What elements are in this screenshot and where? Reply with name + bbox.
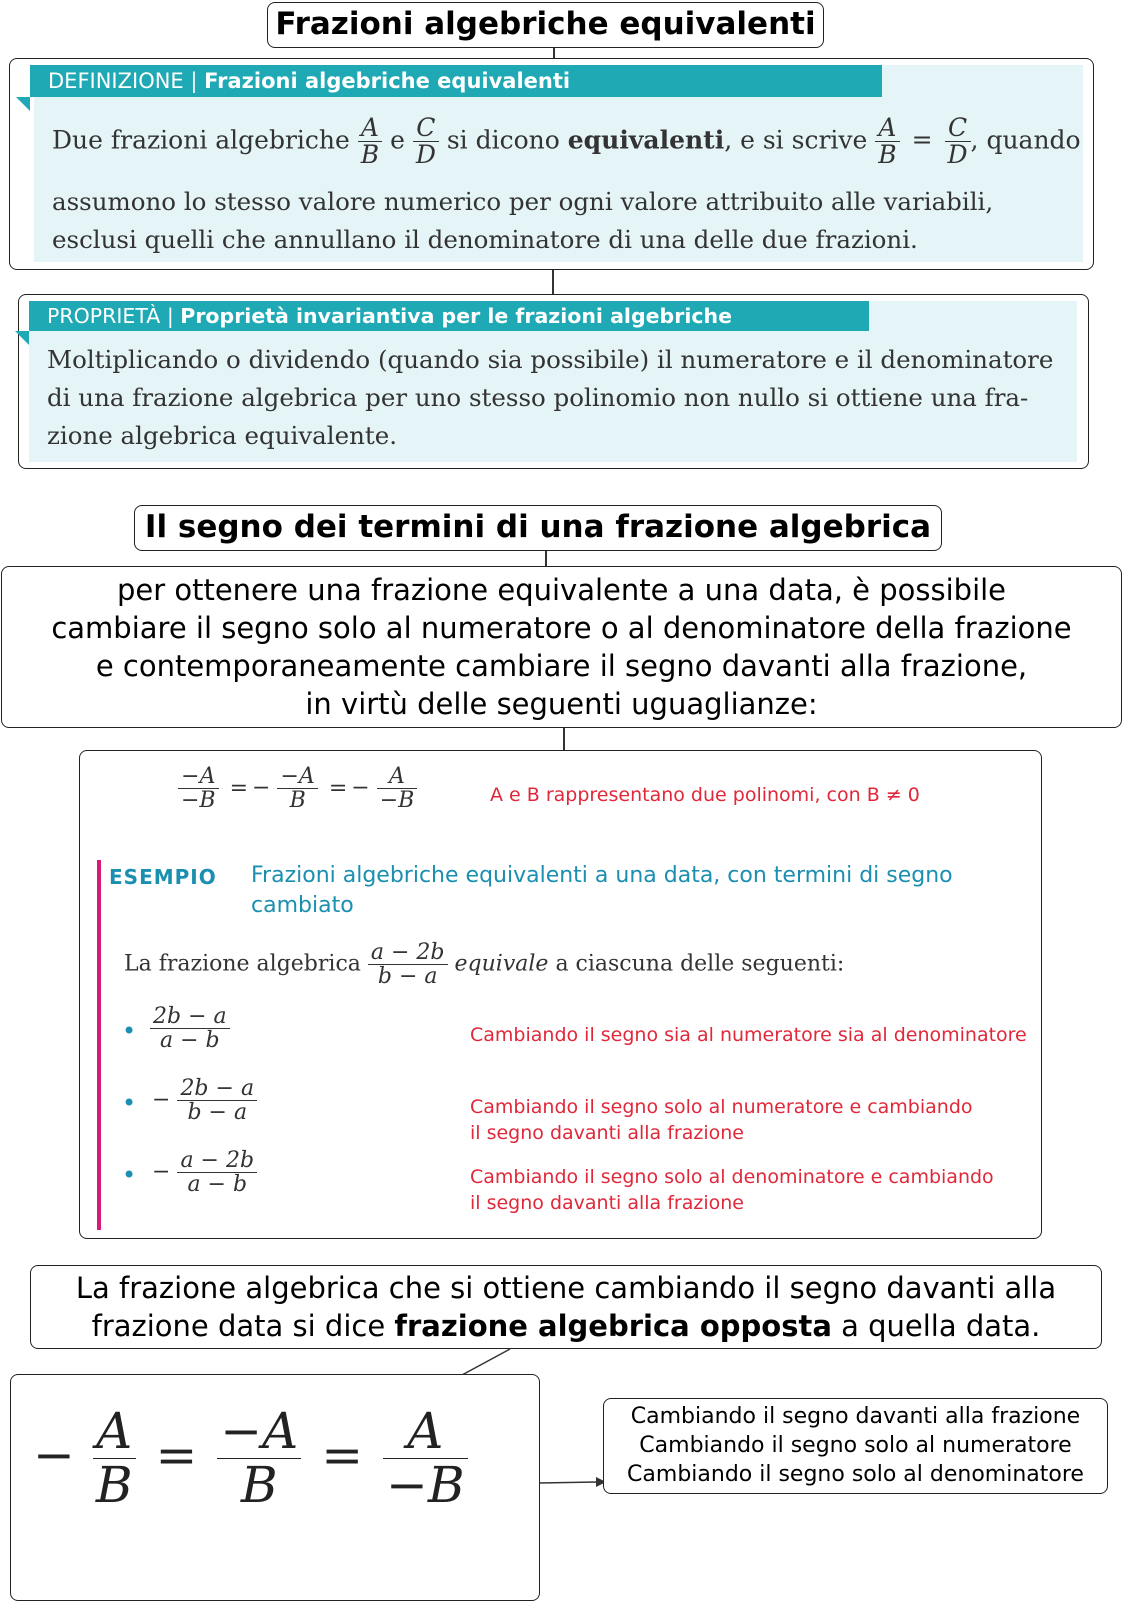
fraction-c-d: $\frac{C}{D}$ <box>413 115 439 169</box>
fraction-minusA-B: $\frac{-A}{B}$ <box>217 1405 301 1511</box>
connector <box>563 728 565 751</box>
fraction-A-minusB: $\frac{A}{-B}$ <box>383 1405 468 1511</box>
fraction-minusA-B: $\frac{-A}{B}$ <box>277 765 317 812</box>
legend-line: Cambiando il segno solo al numeratore <box>639 1433 1072 1458</box>
property-line1: Moltiplicando o dividendo (quando sia possibile) il numeratore e il denominatore <box>47 345 1054 374</box>
intro-node <box>1 566 1122 728</box>
definition-node <box>9 58 1094 270</box>
header-notch <box>15 331 29 345</box>
example-sentence: La frazione algebrica $\frac{a - 2b}{b - a}$ equivale a ciascuna delle seguenti: <box>124 940 845 990</box>
example-item-note: Cambiando il segno sia al numeratore sia al denominatore <box>470 1024 1027 1046</box>
property-node <box>18 294 1089 469</box>
section-title-sign: Il segno dei termini di una frazione algebrica <box>134 505 942 551</box>
fraction-A-minusB: $\frac{A}{-B}$ <box>377 765 418 812</box>
intro-line: cambiare il segno solo al numeratore o al denominatore della frazione <box>51 611 1072 645</box>
header-notch <box>16 97 30 111</box>
property-heading: Proprietà invariantiva per le frazioni algebriche <box>180 304 732 328</box>
opposite-definition-node: La frazione algebrica che si ottiene cambiando il segno davanti alla frazione data si dice frazione algebrica opposta a quella data. <box>30 1265 1102 1349</box>
example-bar <box>97 860 101 1230</box>
opposite-formula: − $\frac{A}{B}$ = $\frac{-A}{B}$ = $\frac{A}{-B}$ <box>33 1405 468 1511</box>
example-item-note: Cambiando il segno solo al numeratore e cambiando il segno davanti alla frazione <box>470 1096 973 1144</box>
property-line3: zione algebrica equivalente. <box>47 421 398 450</box>
example-label: ESEMPIO <box>109 865 217 889</box>
formula-note: A e B rappresentano due polinomi, con B ≠ 0 <box>490 784 920 806</box>
intro-line: per ottenere una frazione equivalente a una data, è possibile <box>116 573 1007 607</box>
given-fraction: $\frac{a - 2b}{b - a}$ <box>368 941 448 988</box>
intro-line: in virtù delle seguenti uguaglianze: <box>305 687 818 721</box>
property-line2: di una frazione algebrica per uno stesso polinomio non nullo si ottiene una fra- <box>47 383 1029 412</box>
definition-line1: Due frazioni algebriche $\frac{A}{B}$ e $\frac{C}{D}$ si dicono equivalenti, e si scrive $\frac{A}{B}$ = $\frac{C}{D}$ , quando <box>52 113 1081 170</box>
fraction-A-B: $\frac{A}{B}$ <box>93 1405 136 1511</box>
intro-line: e contemporaneamente cambiare il segno davanti alla frazione, <box>95 649 1028 683</box>
bullet: • <box>122 1017 137 1045</box>
connector <box>552 270 554 295</box>
example-item-fraction: − $\frac{a - 2b}{a - b}$ <box>152 1149 257 1196</box>
property-header: PROPRIETÀ | Proprietà invariantiva per le frazioni algebriche <box>29 301 869 331</box>
connector <box>545 551 547 567</box>
keyword-equivalenti: equivalenti <box>567 125 725 155</box>
example-item-fraction: − $\frac{2b - a}{b - a}$ <box>152 1077 257 1124</box>
sign-identity-formula: $\frac{-A}{-B}$ = − $\frac{-A}{B}$ = − $\frac{A}{-B}$ <box>178 765 417 812</box>
fraction-c-d-2: $\frac{C}{D}$ <box>945 115 971 169</box>
example-item-note: Cambiando il segno solo al denominatore e cambiando il segno davanti alla frazione <box>470 1166 994 1214</box>
definition-header: DEFINIZIONE | Frazioni algebriche equivalenti <box>30 65 882 97</box>
example-node <box>79 750 1042 1239</box>
property-label: PROPRIETÀ <box>47 304 161 328</box>
definition-label: DEFINIZIONE <box>48 69 184 93</box>
definition-heading: Frazioni algebriche equivalenti <box>204 69 571 93</box>
fraction-minusA-minusB: $\frac{-A}{-B}$ <box>178 765 219 812</box>
fraction-a-b-2: $\frac{A}{B}$ <box>875 115 899 169</box>
opposite-formula-node <box>10 1374 540 1601</box>
example-item-fraction: $\frac{2b - a}{a - b}$ <box>150 1005 230 1052</box>
section-title-equivalent: Frazioni algebriche equivalenti <box>267 2 824 48</box>
bullet: • <box>122 1089 137 1117</box>
opposite-legend-node <box>603 1398 1108 1494</box>
legend-line: Cambiando il segno davanti alla frazione <box>630 1404 1081 1429</box>
definition-line2: assumono lo stesso valore numerico per ogni valore attribuito alle variabili, <box>52 187 994 216</box>
fraction-a-b: $\frac{A}{B}$ <box>358 115 382 169</box>
keyword-opposta: frazione algebrica opposta <box>394 1309 832 1343</box>
definition-line3: esclusi quelli che annullano il denominatore di una delle due frazioni. <box>52 225 918 254</box>
legend-line: Cambiando il segno solo al denominatore <box>627 1462 1084 1487</box>
bullet: • <box>122 1161 137 1189</box>
example-heading: Frazioni algebriche equivalenti a una data, con termini di segno cambiato <box>251 863 953 918</box>
